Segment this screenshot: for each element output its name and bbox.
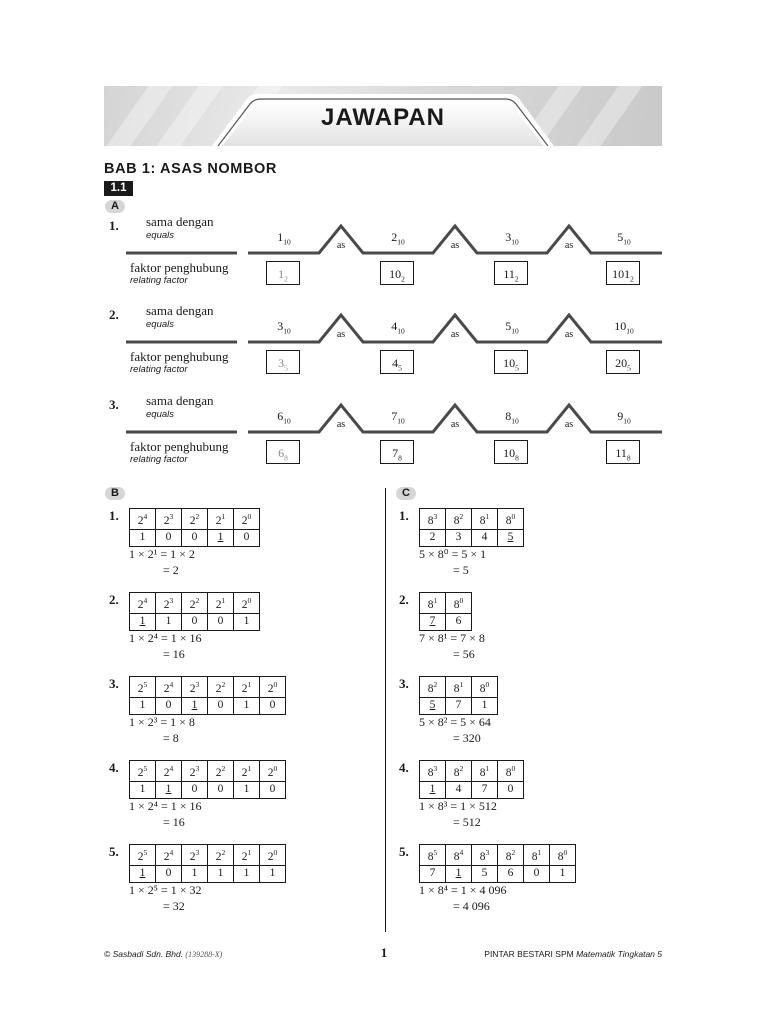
digit-cell: 1 [130, 781, 156, 798]
factor-label-en: relating factor [130, 275, 188, 286]
relating-factor-box: $4_5$ [380, 350, 414, 374]
working-result: = 4 096 [453, 899, 490, 913]
equal-value: $5_{10}$ [617, 230, 631, 247]
digit-cell: 1 [446, 865, 472, 882]
equal-value: $1_{10}$ [277, 230, 291, 247]
digit-cell: 1 [130, 865, 156, 882]
working-result: = 16 [163, 815, 185, 829]
as-label: as [564, 329, 574, 340]
digit-cell: 1 [234, 781, 260, 798]
digit-cell: 5 [498, 529, 524, 546]
place-value-header: $8^1$ [524, 845, 550, 866]
relating-factor-box: $3_5$ [266, 350, 300, 374]
digit-cell: 1 [182, 697, 208, 714]
digit-cell: 0 [260, 781, 286, 798]
relating-factor-box: $6_8$ [266, 440, 300, 464]
digit-cell: 0 [182, 781, 208, 798]
relating-factor-box: $10_2$ [380, 261, 414, 285]
digit-cell: 0 [156, 697, 182, 714]
place-value-header: $2^5$ [130, 677, 156, 698]
working-line: 5 × 8² = 5 × 64 [419, 715, 491, 729]
relating-factor-box: $10_5$ [494, 350, 528, 374]
digit-cell: 0 [260, 697, 286, 714]
question-number: 2. [109, 307, 119, 322]
place-value-header: $2^2$ [208, 761, 234, 782]
place-value-header: $2^1$ [208, 593, 234, 614]
place-value-table [419, 592, 472, 631]
digit-cell: 1 [208, 529, 234, 546]
as-label: as [564, 240, 574, 251]
place-value-header: $8^0$ [472, 677, 498, 698]
digit-cell: 0 [208, 781, 234, 798]
place-value-header: $8^2$ [446, 761, 472, 782]
question-number: 5. [109, 844, 119, 859]
working-line: 1 × 2⁵ = 1 × 32 [129, 883, 202, 897]
working-line: 1 × 2⁴ = 1 × 16 [129, 631, 202, 645]
digit-cell: 7 [446, 697, 472, 714]
place-value-header: $2^1$ [234, 761, 260, 782]
digit-cell: 2 [420, 529, 446, 546]
digit-cell: 1 [234, 865, 260, 882]
digit-cell: 1 [130, 613, 156, 630]
question-number: 2. [399, 592, 409, 607]
place-value-header: $8^2$ [498, 845, 524, 866]
place-value-table [129, 508, 260, 547]
chapter-title: BAB 1: ASAS NOMBOR [104, 161, 277, 177]
working-result: = 32 [163, 899, 185, 913]
equal-value: $10_{10}$ [614, 319, 634, 336]
equals-label: sama dengan [146, 393, 214, 408]
working-result: = 8 [163, 731, 179, 745]
question-number: 4. [109, 760, 119, 775]
working-line: 1 × 2³ = 1 × 8 [129, 715, 195, 729]
relating-factor-box: $20_5$ [606, 350, 640, 374]
part-c-label: C [396, 487, 416, 500]
place-value-header: $2^2$ [208, 677, 234, 698]
place-value-header: $2^4$ [156, 677, 182, 698]
equal-value: $3_{10}$ [505, 230, 519, 247]
place-value-header: $2^0$ [234, 509, 260, 530]
question-number: 1. [399, 508, 409, 523]
place-value-header: $2^5$ [130, 845, 156, 866]
footer-book-title [470, 949, 662, 959]
question-number: 5. [399, 844, 409, 859]
place-value-header: $8^4$ [446, 845, 472, 866]
section-badge: 1.1 [104, 181, 133, 196]
working-line: 5 × 8⁰ = 5 × 1 [419, 547, 487, 561]
digit-cell: 0 [234, 529, 260, 546]
working-line: 1 × 8⁴ = 1 × 4 096 [419, 883, 507, 897]
place-value-header: $2^2$ [208, 845, 234, 866]
place-value-header: $8^1$ [446, 677, 472, 698]
factor-label-en: relating factor [130, 454, 188, 465]
place-value-header: $2^1$ [234, 845, 260, 866]
column-divider [385, 488, 386, 932]
equal-value: $2_{10}$ [391, 230, 405, 247]
equal-value: $4_{10}$ [391, 319, 405, 336]
place-value-table [129, 592, 260, 631]
book-title: PINTAR BESTARI SPM [484, 949, 574, 959]
as-label: as [450, 329, 460, 340]
place-value-header: $2^2$ [182, 593, 208, 614]
place-value-table [419, 844, 576, 883]
relating-factor-box: $11_2$ [494, 261, 528, 285]
relating-factor-box: $10_8$ [494, 440, 528, 464]
factor-label: faktor penghubung [130, 349, 229, 364]
equal-value: $7_{10}$ [391, 409, 405, 426]
digit-cell: 1 [130, 697, 156, 714]
part-a-label: A [105, 200, 125, 213]
working-result: = 56 [453, 647, 475, 661]
place-value-header: $8^2$ [446, 509, 472, 530]
question-number: 4. [399, 760, 409, 775]
digit-cell: 5 [420, 697, 446, 714]
equals-label-en: equals [146, 409, 174, 420]
working-line: 1 × 2⁴ = 1 × 16 [129, 799, 202, 813]
equals-label-en: equals [146, 230, 174, 241]
equal-value: $8_{10}$ [505, 409, 519, 426]
relating-factor-box: $11_8$ [606, 440, 640, 464]
digit-cell: 0 [498, 781, 524, 798]
relating-factor-box: $1_2$ [266, 261, 300, 285]
place-value-header: $2^3$ [182, 761, 208, 782]
page-number: 1 [380, 945, 388, 960]
digit-cell: 7 [472, 781, 498, 798]
place-value-header: $2^3$ [156, 509, 182, 530]
as-label: as [336, 329, 346, 340]
equal-value: $5_{10}$ [505, 319, 519, 336]
digit-cell: 4 [446, 781, 472, 798]
equals-label: sama dengan [146, 303, 214, 318]
place-value-header: $8^1$ [472, 761, 498, 782]
question-number: 3. [109, 676, 119, 691]
place-value-header: $8^3$ [420, 509, 446, 530]
digit-cell: 0 [156, 529, 182, 546]
footer-copyright [104, 949, 222, 959]
digit-cell: 1 [260, 865, 286, 882]
digit-cell: 1 [234, 613, 260, 630]
digit-cell: 0 [208, 613, 234, 630]
place-value-header: $8^5$ [420, 845, 446, 866]
working-line: 7 × 8¹ = 7 × 8 [419, 631, 485, 645]
place-value-table [129, 844, 286, 883]
digit-cell: 1 [130, 529, 156, 546]
place-value-header: $2^3$ [182, 845, 208, 866]
digit-cell: 1 [208, 865, 234, 882]
digit-cell: 5 [472, 865, 498, 882]
as-label: as [564, 419, 574, 430]
digit-cell: 1 [550, 865, 576, 882]
question-number: 1. [109, 218, 119, 233]
digit-cell: 0 [208, 697, 234, 714]
place-value-header: $2^0$ [260, 761, 286, 782]
place-value-header: $2^0$ [260, 845, 286, 866]
place-value-header: $8^0$ [550, 845, 576, 866]
digit-cell: 1 [156, 781, 182, 798]
place-value-header: $2^2$ [182, 509, 208, 530]
place-value-header: $8^1$ [420, 593, 446, 614]
company-code: (139288-X) [185, 950, 223, 959]
place-value-header: $2^4$ [156, 845, 182, 866]
digit-cell: 1 [420, 781, 446, 798]
relating-factor-box: $101_2$ [606, 261, 640, 285]
digit-cell: 0 [524, 865, 550, 882]
place-value-header: $2^0$ [260, 677, 286, 698]
place-value-header: $8^2$ [420, 677, 446, 698]
question-number: 1. [109, 508, 119, 523]
relating-factor-box: $7_8$ [380, 440, 414, 464]
factor-label: faktor penghubung [130, 260, 229, 275]
place-value-header: $8^0$ [498, 761, 524, 782]
place-value-header: $2^3$ [156, 593, 182, 614]
digit-cell: 6 [446, 613, 472, 630]
place-value-table [419, 760, 524, 799]
place-value-header: $8^1$ [472, 509, 498, 530]
working-result: = 5 [453, 563, 469, 577]
working-result: = 2 [163, 563, 179, 577]
part-b-label: B [105, 487, 125, 500]
digit-cell: 1 [182, 865, 208, 882]
place-value-header: $2^3$ [182, 677, 208, 698]
place-value-header: $2^0$ [234, 593, 260, 614]
equal-value: $6_{10}$ [277, 409, 291, 426]
working-result: = 16 [163, 647, 185, 661]
question-number: 3. [399, 676, 409, 691]
place-value-header: $2^4$ [130, 593, 156, 614]
place-value-header: $8^0$ [498, 509, 524, 530]
place-value-header: $8^0$ [446, 593, 472, 614]
page-title: JAWAPAN [321, 104, 445, 131]
as-label: as [450, 419, 460, 430]
working-result: = 512 [453, 815, 481, 829]
question-number: 3. [109, 397, 119, 412]
place-value-table [419, 676, 498, 715]
place-value-table [129, 760, 286, 799]
working-line: 1 × 8³ = 1 × 512 [419, 799, 497, 813]
equals-label: sama dengan [146, 214, 214, 229]
digit-cell: 0 [182, 529, 208, 546]
equals-label-en: equals [146, 319, 174, 330]
place-value-header: $2^4$ [130, 509, 156, 530]
digit-cell: 1 [234, 697, 260, 714]
as-label: as [336, 419, 346, 430]
place-value-header: $2^4$ [156, 761, 182, 782]
digit-cell: 1 [156, 613, 182, 630]
working-line: 1 × 2¹ = 1 × 2 [129, 547, 195, 561]
working-result: = 320 [453, 731, 481, 745]
place-value-header: $2^1$ [208, 509, 234, 530]
digit-cell: 1 [472, 697, 498, 714]
place-value-header: $8^3$ [472, 845, 498, 866]
factor-label-en: relating factor [130, 364, 188, 375]
factor-label: faktor penghubung [130, 439, 229, 454]
place-value-header: $8^3$ [420, 761, 446, 782]
digit-cell: 3 [446, 529, 472, 546]
digit-cell: 6 [498, 865, 524, 882]
equal-value: $9_{10}$ [617, 409, 631, 426]
digit-cell: 7 [420, 865, 446, 882]
equal-value: $3_{10}$ [277, 319, 291, 336]
place-value-header: $2^1$ [234, 677, 260, 698]
book-subtitle: Matematik Tingkatan 5 [576, 949, 662, 959]
as-label: as [336, 240, 346, 251]
place-value-header: $2^5$ [130, 761, 156, 782]
digit-cell: 4 [472, 529, 498, 546]
digit-cell: 0 [156, 865, 182, 882]
as-label: as [450, 240, 460, 251]
digit-cell: 0 [182, 613, 208, 630]
digit-cell: 7 [420, 613, 446, 630]
question-number: 2. [109, 592, 119, 607]
copyright-text: © Sasbadi Sdn. Bhd. [104, 949, 184, 959]
place-value-table [419, 508, 524, 547]
place-value-table [129, 676, 286, 715]
